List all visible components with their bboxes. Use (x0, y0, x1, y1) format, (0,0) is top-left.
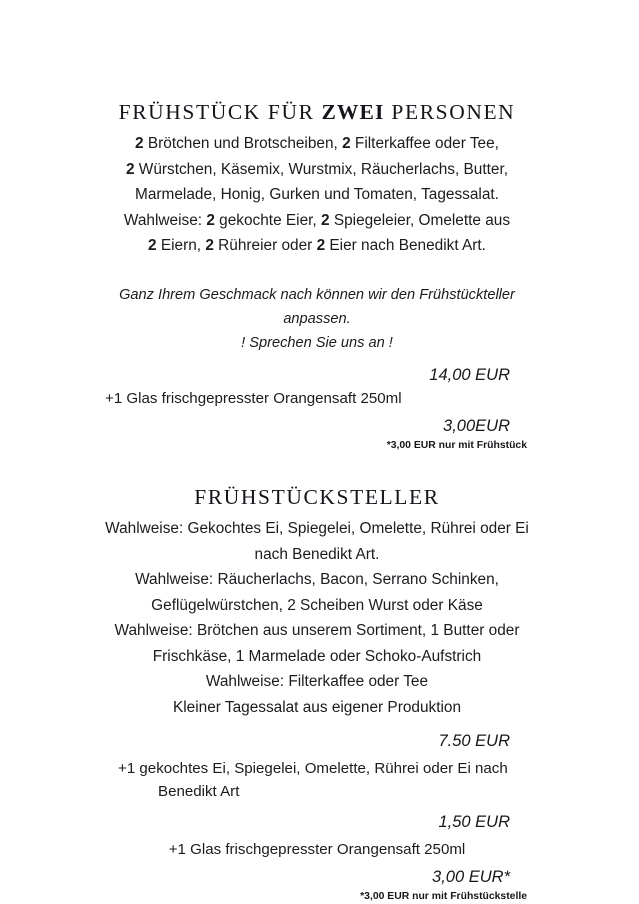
breakfast-for-two-price: 14,00 EUR (429, 365, 510, 384)
description-text: Würstchen, Käsemix, Wurstmix, Räucherlachs, Butter, (134, 160, 509, 178)
description-line (105, 208, 529, 234)
description-line: Wahlweise: Räucherlachs, Bacon, Serrano Schinken, (135, 571, 499, 589)
breakfast-for-two-description (105, 131, 529, 259)
addon-egg-label-line1: +1 gekochtes Ei, Spiegelei, Omelette, Rührei oder Ei nach (118, 760, 508, 778)
description-line: Wahlweise: Gekochtes Ei, Spiegelei, Omelette, Rührei oder Ei (105, 520, 529, 538)
breakfast-plate-description (105, 516, 529, 720)
description-line (105, 131, 529, 157)
description-text: Eiern, (156, 237, 206, 255)
quantity-number: 2 (125, 160, 135, 178)
description-line: nach Benedikt Art. (254, 545, 380, 563)
section-title-breakfast-for-two (105, 100, 529, 125)
breakfast-for-two-footnote: *3,00 EUR nur mit Frühstück (386, 439, 527, 451)
description-text: Spiegeleier, Omelette aus (329, 211, 511, 229)
description-line (105, 233, 529, 259)
addon-egg-price: 1,50 EUR (438, 813, 510, 832)
breakfast-plate-price: 7.50 EUR (438, 732, 510, 751)
quantity-number: 2 (206, 211, 215, 229)
section-title-breakfast-plate: FRÜHSTÜCKSTELLER (194, 484, 440, 509)
note-line: anpassen. (283, 310, 351, 327)
description-line (105, 157, 529, 183)
description-line (105, 182, 529, 208)
addon-orange-juice-2-price: 3,00 EUR* (432, 868, 510, 887)
note-line: ! Sprechen Sie uns an ! (241, 334, 393, 351)
menu-content (105, 0, 529, 904)
addon-orange-juice-2-label: +1 Glas frischgepresster Orangensaft 250ml (168, 841, 466, 859)
description-line: Geflügelwürstchen, 2 Scheiben Wurst oder Käse (151, 596, 483, 614)
note-line: Ganz Ihrem Geschmack nach können wir den Frühstückteller (119, 286, 515, 303)
description-text: Rühreier oder (213, 237, 317, 255)
quantity-number: 2 (320, 211, 330, 229)
quantity-number: 2 (342, 135, 351, 153)
quantity-number: 2 (148, 237, 157, 255)
breakfast-plate-footnote: *3,00 EUR nur mit Frühstückstelle (360, 891, 527, 903)
addon-egg-label (105, 757, 529, 803)
description-text: gekochte Eier, (214, 211, 321, 229)
description-text: Marmelade, Honig, Gurken und Tomaten, Tagessalat. (135, 186, 499, 204)
description-line: Wahlweise: Brötchen aus unserem Sortiment, 1 Butter oder (114, 622, 520, 640)
description-text: Filterkaffee oder Tee, (350, 135, 499, 153)
quantity-number: 2 (316, 237, 326, 255)
description-line: Kleiner Tagessalat aus eigener Produktion (172, 698, 462, 716)
section-title-part-before: FRÜHSTÜCK FÜR (118, 100, 322, 124)
section-title-accent: ZWEI (321, 100, 385, 124)
description-text: Brötchen und Brotscheiben, (143, 135, 343, 153)
customization-note (105, 283, 529, 355)
addon-orange-juice-label: +1 Glas frischgepresster Orangensaft 250ml (105, 389, 402, 407)
addon-orange-juice-price: 3,00EUR (443, 416, 510, 435)
quantity-number: 2 (205, 237, 214, 255)
quantity-number: 2 (135, 135, 144, 153)
section-title-part-after: PERSONEN (384, 100, 516, 124)
description-line: Wahlweise: Filterkaffee oder Tee (205, 673, 429, 691)
description-line: Frischkäse, 1 Marmelade oder Schoko-Aufstrich (152, 647, 482, 665)
description-text: Eier nach Benedikt Art. (325, 237, 486, 255)
addon-egg-label-line2: Benedikt Art (158, 783, 240, 801)
description-text: Wahlweise: (123, 211, 207, 229)
